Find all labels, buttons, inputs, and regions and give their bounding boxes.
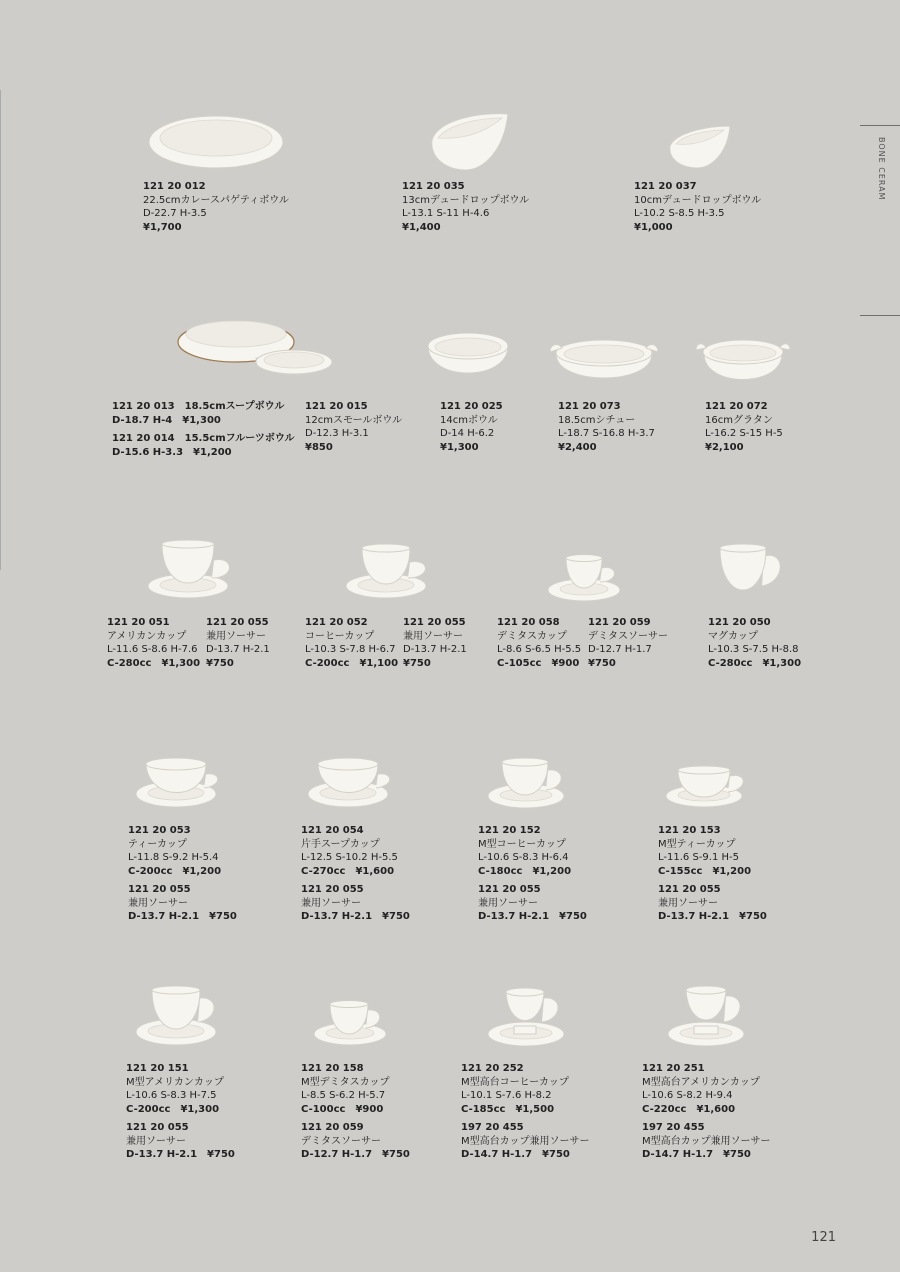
m-american-cup-image xyxy=(134,984,224,1050)
product-dimensions-price: D-14.7 H-1.7 ¥750 xyxy=(461,1149,570,1160)
product-name: デミタスソーサー xyxy=(301,1135,381,1147)
product-code: 121 20 025 xyxy=(440,401,503,412)
product-dimensions-price: D-13.7 H-2.1 ¥750 xyxy=(126,1149,235,1160)
product-caption xyxy=(305,400,402,454)
product-code: 197 20 455 xyxy=(642,1122,705,1133)
product-dimensions: L-12.5 S-10.2 H-5.5 xyxy=(301,852,398,863)
product-dimensions-price: D-13.7 H-2.1 ¥750 xyxy=(658,911,767,922)
product-dimensions: L-16.2 S-15 H-5 xyxy=(705,428,783,439)
product-name: 22.5cmカレースパゲティボウル xyxy=(143,194,289,206)
product-code: 121 20 053 xyxy=(128,825,191,836)
product-dimensions: D-13.7 H-2.1 xyxy=(206,644,270,655)
product-name: デミタスソーサー xyxy=(588,630,668,642)
product-code: 121 20 055 xyxy=(478,884,541,895)
product-price: ¥1,700 xyxy=(143,221,182,233)
m-tea-cup-image xyxy=(664,764,752,814)
cup-saucer-caption xyxy=(126,1062,235,1162)
demitasse-cup-image xyxy=(546,552,626,604)
product-capacity-price: C-220cc ¥1,600 xyxy=(642,1103,736,1115)
saucer-caption xyxy=(206,616,270,670)
product-dimensions: L-18.7 S-16.8 H-3.7 xyxy=(558,428,655,439)
product-dimensions-price: D-12.7 H-1.7 ¥750 xyxy=(301,1149,410,1160)
bowl-14cm-image xyxy=(426,330,512,388)
product-price: ¥1,000 xyxy=(634,221,673,233)
product-capacity-price: C-100cc ¥900 xyxy=(301,1103,384,1115)
product-dimensions: L-10.6 S-8.2 H-9.4 xyxy=(642,1090,733,1101)
saucer-caption xyxy=(588,616,668,670)
product-name: 18.5cmシチュー xyxy=(558,414,636,426)
product-dimensions: D-13.7 H-2.1 xyxy=(403,644,467,655)
cup-caption xyxy=(305,616,398,670)
cup-saucer-caption xyxy=(642,1062,771,1162)
product-code: 121 20 152 xyxy=(478,825,541,836)
divider xyxy=(860,315,900,316)
cup-saucer-caption xyxy=(658,824,767,924)
product-price: ¥1,300 xyxy=(440,441,479,453)
product-name: M型高台アメリカンカップ xyxy=(642,1076,760,1088)
product-caption xyxy=(634,180,761,234)
product-dimensions: L-10.1 S-7.6 H-8.2 xyxy=(461,1090,552,1101)
product-code: 197 20 455 xyxy=(461,1122,524,1133)
left-edge-line xyxy=(0,90,1,570)
product-code: 121 20 073 xyxy=(558,401,621,412)
gratin-dish-image xyxy=(694,336,794,390)
product-capacity-price: C-280cc ¥1,300 xyxy=(107,657,201,669)
product-code: 121 20 055 xyxy=(658,884,721,895)
m-coffee-cup-image xyxy=(486,756,572,812)
product-name: 10cmデュードロップボウル xyxy=(634,194,762,206)
product-dimensions: D-22.7 H-3.5 xyxy=(143,208,207,219)
product-price: ¥2,400 xyxy=(558,441,597,453)
product-dimensions: D-12.7 H-1.7 xyxy=(588,644,652,655)
product-code: 121 20 015 xyxy=(305,401,368,412)
soup-fruit-bowl-image xyxy=(176,310,338,392)
product-name: 兼用ソーサー xyxy=(301,897,361,909)
product-name: 13cmデュードロップボウル xyxy=(402,194,530,206)
product-dimensions-price: D-13.7 H-2.1 ¥750 xyxy=(128,911,237,922)
product-name: 兼用ソーサー xyxy=(128,897,188,909)
product-name: 兼用ソーサー xyxy=(126,1135,186,1147)
product-name: M型高台カップ兼用ソーサー xyxy=(461,1135,590,1147)
product-dimensions-price: D-15.6 H-3.3 ¥1,200 xyxy=(112,446,232,458)
product-code: 121 20 158 xyxy=(301,1063,364,1074)
product-capacity-price: C-270cc ¥1,600 xyxy=(301,865,395,877)
product-caption xyxy=(705,400,783,454)
cup-saucer-caption xyxy=(478,824,587,924)
mug-image xyxy=(716,542,786,604)
product-code: 121 20 151 xyxy=(126,1063,189,1074)
category-text: BONE CERAM xyxy=(877,137,886,201)
product-dimensions: L-11.6 S-8.6 H-7.6 xyxy=(107,644,198,655)
m-footed-american-cup-image xyxy=(666,984,752,1050)
stew-dish-image xyxy=(548,336,662,388)
product-dimensions-price: D-14.7 H-1.7 ¥750 xyxy=(642,1149,751,1160)
product-capacity-price: C-105cc ¥900 xyxy=(497,657,580,669)
product-name: 兼用ソーサー xyxy=(403,630,463,642)
product-capacity-price: C-200cc ¥1,100 xyxy=(305,657,399,669)
product-code: 121 20 059 xyxy=(301,1122,364,1133)
product-name: M型デミタスカップ xyxy=(301,1076,390,1088)
tea-cup-image xyxy=(134,756,224,812)
product-code-name: 121 20 014 15.5cmフルーツボウル xyxy=(112,433,295,444)
product-price: ¥750 xyxy=(403,657,431,669)
product-caption xyxy=(402,180,529,234)
product-dimensions: L-11.8 S-9.2 H-5.4 xyxy=(128,852,219,863)
product-code: 121 20 058 xyxy=(497,617,560,628)
product-code: 121 20 055 xyxy=(128,884,191,895)
product-capacity-price: C-180cc ¥1,200 xyxy=(478,865,572,877)
product-name: 兼用ソーサー xyxy=(478,897,538,909)
product-code: 121 20 251 xyxy=(642,1063,705,1074)
cup-caption xyxy=(708,616,801,670)
product-caption xyxy=(143,180,289,234)
product-dimensions: L-13.1 S-11 H-4.6 xyxy=(402,208,490,219)
cup-saucer-caption xyxy=(301,824,410,924)
product-capacity-price: C-200cc ¥1,300 xyxy=(126,1103,220,1115)
product-price: ¥850 xyxy=(305,441,333,453)
product-name: マグカップ xyxy=(708,630,758,642)
product-code: 121 20 050 xyxy=(708,617,771,628)
product-capacity-price: C-280cc ¥1,300 xyxy=(708,657,802,669)
product-dimensions-price: D-13.7 H-2.1 ¥750 xyxy=(478,911,587,922)
product-code: 121 20 052 xyxy=(305,617,368,628)
product-dimensions-price: D-13.7 H-2.1 ¥750 xyxy=(301,911,410,922)
product-name: デミタスカップ xyxy=(497,630,567,642)
side-category-label xyxy=(860,125,900,315)
product-code: 121 20 012 xyxy=(143,181,206,192)
product-capacity-price: C-155cc ¥1,200 xyxy=(658,865,752,877)
product-capacity-price: C-200cc ¥1,200 xyxy=(128,865,222,877)
product-name: ティーカップ xyxy=(128,838,187,850)
product-dimensions: D-14 H-6.2 xyxy=(440,428,495,439)
cup-caption xyxy=(107,616,200,670)
dewdrop-bowl-13-image xyxy=(428,110,512,174)
product-name: コーヒーカップ xyxy=(305,630,375,642)
coffee-cup-image xyxy=(344,542,432,604)
product-code: 121 20 153 xyxy=(658,825,721,836)
product-capacity-price: C-185cc ¥1,500 xyxy=(461,1103,555,1115)
cup-caption xyxy=(497,616,581,670)
product-price: ¥750 xyxy=(206,657,234,669)
product-code: 121 20 051 xyxy=(107,617,170,628)
product-dimensions: L-10.6 S-8.3 H-7.5 xyxy=(126,1090,217,1101)
product-code: 121 20 252 xyxy=(461,1063,524,1074)
product-dimensions-price: D-18.7 H-4 ¥1,300 xyxy=(112,414,221,426)
product-name: M型高台コーヒーカップ xyxy=(461,1076,569,1088)
m-footed-coffee-cup-image xyxy=(486,986,572,1050)
product-code: 121 20 055 xyxy=(206,617,269,628)
product-dimensions: L-10.3 S-7.8 H-6.7 xyxy=(305,644,396,655)
product-code: 121 20 055 xyxy=(301,884,364,895)
product-dimensions: L-8.6 S-6.5 H-5.5 xyxy=(497,644,582,655)
product-name: 14cmボウル xyxy=(440,414,498,426)
single-handle-soup-cup-image xyxy=(306,756,396,812)
product-price: ¥1,400 xyxy=(402,221,441,233)
product-name: 兼用ソーサー xyxy=(206,630,266,642)
product-dimensions: D-12.3 H-3.1 xyxy=(305,428,369,439)
product-dimensions: L-10.2 S-8.5 H-3.5 xyxy=(634,208,725,219)
product-name: 片手スープカップ xyxy=(301,838,380,850)
divider xyxy=(860,125,900,126)
american-cup-image xyxy=(146,538,236,604)
product-code: 121 20 055 xyxy=(403,617,466,628)
product-code: 121 20 037 xyxy=(634,181,697,192)
product-code: 121 20 072 xyxy=(705,401,768,412)
product-dimensions: L-8.5 S-6.2 H-5.7 xyxy=(301,1090,386,1101)
product-price: ¥750 xyxy=(588,657,616,669)
product-name: M型アメリカンカップ xyxy=(126,1076,224,1088)
product-caption-pair xyxy=(112,400,295,459)
curry-pasta-bowl-image xyxy=(148,112,288,172)
cup-saucer-caption xyxy=(301,1062,410,1162)
product-name: アメリカンカップ xyxy=(107,630,187,642)
product-name: 兼用ソーサー xyxy=(658,897,718,909)
product-dimensions: L-10.3 S-7.5 H-8.8 xyxy=(708,644,799,655)
product-name: 16cmグラタン xyxy=(705,414,773,426)
product-code: 121 20 035 xyxy=(402,181,465,192)
saucer-caption xyxy=(403,616,467,670)
cup-saucer-caption xyxy=(461,1062,590,1162)
product-code-name: 121 20 013 18.5cmスープボウル xyxy=(112,401,285,412)
cup-saucer-caption xyxy=(128,824,237,924)
m-demitasse-cup-image xyxy=(312,998,392,1050)
product-name: M型高台カップ兼用ソーサー xyxy=(642,1135,771,1147)
product-name: M型コーヒーカップ xyxy=(478,838,566,850)
product-caption xyxy=(558,400,655,454)
product-name: M型ティーカップ xyxy=(658,838,736,850)
page-number: 121 xyxy=(811,1230,836,1245)
product-code: 121 20 054 xyxy=(301,825,364,836)
product-name: 12cmスモールボウル xyxy=(305,414,403,426)
product-code: 121 20 055 xyxy=(126,1122,189,1133)
product-dimensions: L-10.6 S-8.3 H-6.4 xyxy=(478,852,569,863)
product-price: ¥2,100 xyxy=(705,441,744,453)
dewdrop-bowl-10-image xyxy=(668,124,734,172)
product-dimensions: L-11.6 S-9.1 H-5 xyxy=(658,852,739,863)
product-code: 121 20 059 xyxy=(588,617,651,628)
product-caption xyxy=(440,400,503,454)
